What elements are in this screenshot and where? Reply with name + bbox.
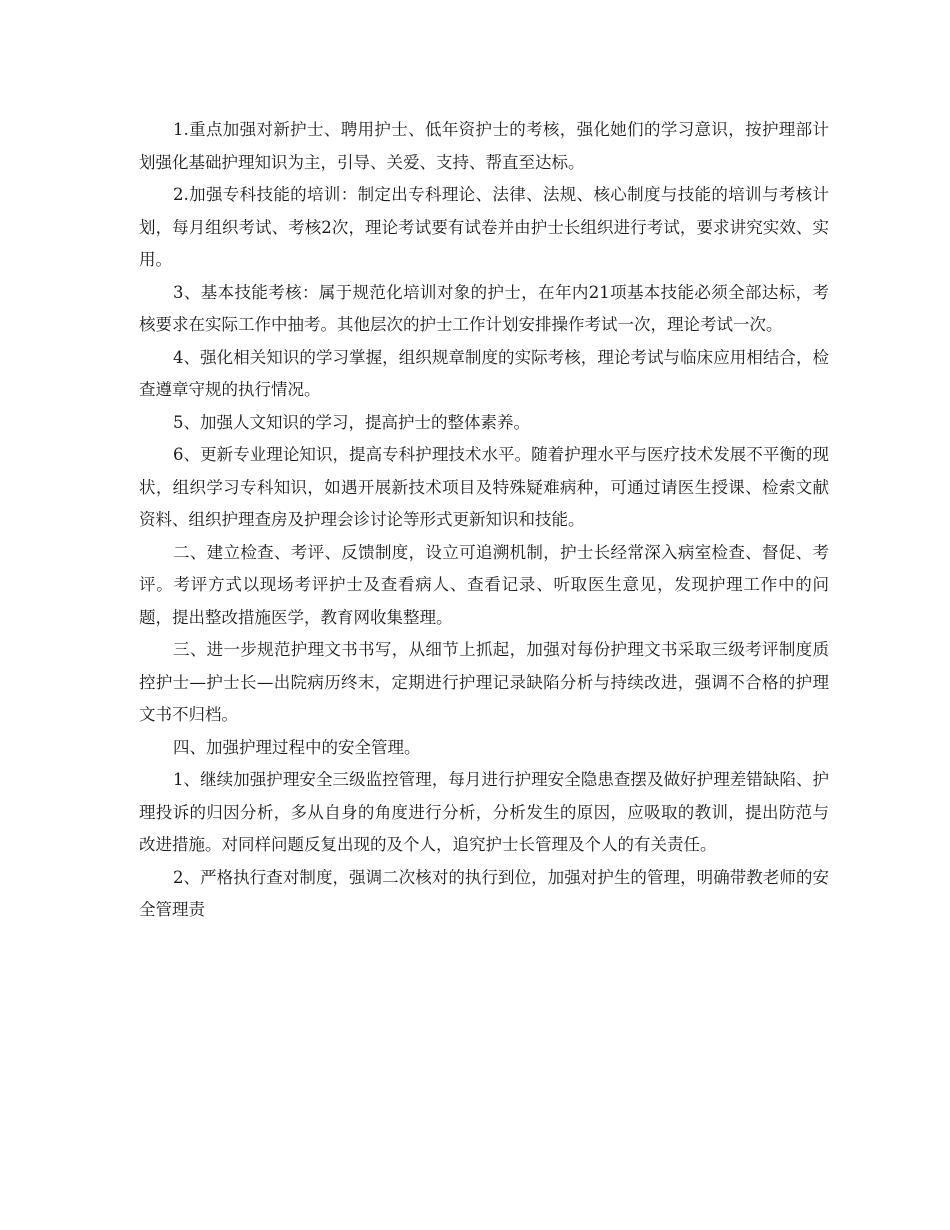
paragraph-10: 1、继续加强护理安全三级监控管理，每月进行护理安全隐患查摆及做好护理差错缺陷、护理投诉的归因分析，多从自身的角度进行分析，分析发生的原因，应吸取的教训，提出防范与改进措施。对同样问题反复出现的及个人，追究护士长管理及个人的有关责任。 — [139, 770, 829, 854]
paragraph-4: 4、强化相关知识的学习掌握，组织规章制度的实际考核，理论考试与临床应用相结合，检查遵章守规的执行情况。 — [139, 347, 829, 399]
document-body — [139, 114, 829, 927]
paragraph-7: 二、建立检查、考评、反馈制度，设立可追溯机制，护士长经常深入病室检查、督促、考评。考评方式以现场考评护士及查看病人、查看记录、听取医生意见，发现护理工作中的问题，提出整改措施医学，教育网收集整理。 — [139, 542, 829, 627]
paragraph-8: 三、进一步规范护理文书书写，从细节上抓起，加强对每份护理文书采取三级考评制度质控护士—护士长—出院病历终末，定期进行护理记录缺陷分析与持续改进，强调不合格的护理文书不归档。 — [139, 640, 829, 724]
paragraph-3: 3、基本技能考核：属于规范化培训对象的护士，在年内21项基本技能必须全部达标，考核要求在实际工作中抽考。其他层次的护士工作计划安排操作考试一次，理论考试一次。 — [139, 282, 829, 334]
paragraph-11: 2、严格执行查对制度，强调二次核对的执行到位，加强对护生的管理，明确带教老师的安全管理责 — [139, 867, 829, 919]
paragraph-6: 6、更新专业理论知识，提高专科护理技术水平。随着护理水平与医疗技术发展不平衡的现状，组织学习专科知识，如遇开展新技术项目及特殊疑难病种，可通过请医生授课、检索文献资料、组织护理查房及护理会诊讨论等形式更新知识和技能。 — [139, 445, 829, 529]
paragraph-9: 四、加强护理过程中的安全管理。 — [173, 737, 421, 757]
paragraph-5: 5、加强人文知识的学习，提高护士的整体素养。 — [173, 412, 530, 432]
paragraph-2: 2.加强专科技能的培训：制定出专科理论、法律、法规、核心制度与技能的培训与考核计划，每月组织考试、考核2次，理论考试要有试卷并由护士长组织进行考试，要求讲究实效、实用。 — [139, 185, 829, 269]
paragraph-1: 1.重点加强对新护士、聘用护士、低年资护士的考核，强化她们的学习意识，按护理部计划强化基础护理知识为主，引导、关爱、支持、帮直至达标。 — [139, 120, 829, 172]
